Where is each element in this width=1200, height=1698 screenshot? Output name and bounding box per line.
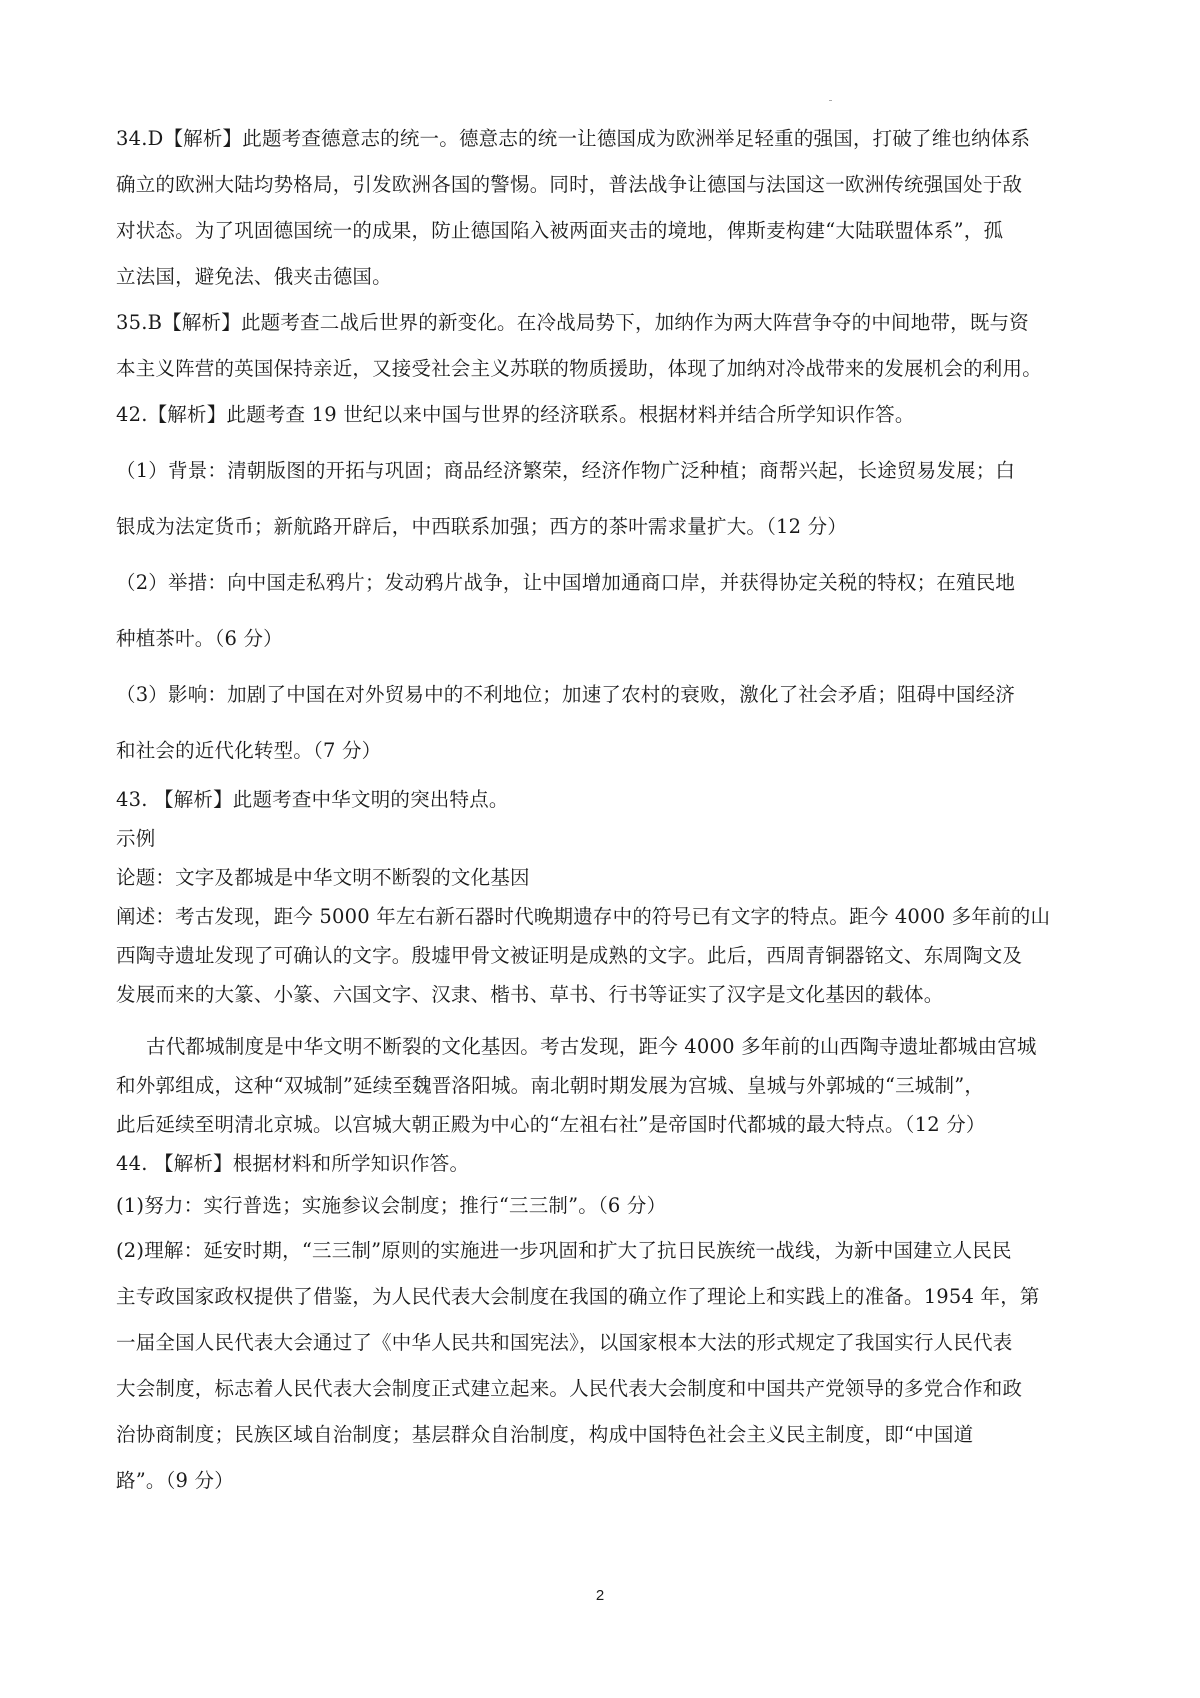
text-line: 确立的欧洲大陆均势格局，引发欧洲各国的警惕。同时，普法战争让德国与法国这一欧洲传统强国处于敌 <box>116 173 1023 196</box>
text-line: 本主义阵营的英国保持亲近，又接受社会主义苏联的物质援助，体现了加纳对冷战带来的发展机会的利用。 <box>116 357 1042 380</box>
text-line: 阐述：考古发现，距今 5000 年左右新石器时代晚期遗存中的符号已有文字的特点。距今 4000 多年前的山 <box>116 905 1051 928</box>
text-line: 示例 <box>116 827 156 850</box>
text-line: 对状态。为了巩固德国统一的成果，防止德国陷入被两面夹击的境地，俾斯麦构建“大陆联盟体系”，孤 <box>116 219 1004 242</box>
text-line: 大会制度，标志着人民代表大会制度正式建立起来。人民代表大会制度和中国共产党领导的多党合作和政 <box>116 1377 1023 1400</box>
text-line: 35.B【解析】此题考查二战后世界的新变化。在冷战局势下，加纳作为两大阵营争夺的中间地带，既与资 <box>116 311 1029 334</box>
text-line: 44. 【解析】根据材料和所学知识作答。 <box>116 1152 470 1175</box>
text-line: （1）背景：清朝版图的开拓与巩固；商品经济繁荣，经济作物广泛种植；商帮兴起，长途贸易发展；白 <box>116 459 1016 482</box>
text-line: 古代都城制度是中华文明不断裂的文化基因。考古发现，距今 4000 多年前的山西陶寺遗址都城由宫城 <box>146 1035 1037 1058</box>
text-line: (2)理解：延安时期，“三三制”原则的实施进一步巩固和扩大了抗日民族统一战线，为新中国建立人民民 <box>116 1239 1012 1262</box>
text-line: 34.D【解析】此题考查德意志的统一。德意志的统一让德国成为欧洲举足轻重的强国，打破了维也纳体系 <box>116 127 1031 150</box>
text-line: (1)努力：实行普选；实施参议会制度；推行“三三制”。（6 分） <box>116 1194 667 1217</box>
text-line: 此后延续至明清北京城。以宫城大朝正殿为中心的“左祖右社”是帝国时代都城的最大特点。（12 分） <box>116 1113 986 1136</box>
text-line: 和外郭组成，这种“双城制”延续至魏晋洛阳城。南北朝时期发展为宫城、皇城与外郭城的“三城制”， <box>116 1074 985 1097</box>
text-line: 路”。（9 分） <box>116 1469 234 1492</box>
text-line: 和社会的近代化转型。（7 分） <box>116 739 382 762</box>
text-line: 发展而来的大篆、小篆、六国文字、汉隶、楷书、草书、行书等证实了汉字是文化基因的载体。 <box>116 983 944 1006</box>
text-line: （2）举措：向中国走私鸦片；发动鸦片战争，让中国增加通商口岸，并获得协定关税的特权；在殖民地 <box>116 571 1016 594</box>
text-line: 种植茶叶。（6 分） <box>116 627 283 650</box>
text-line: 论题：文字及都城是中华文明不断裂的文化基因 <box>116 866 530 889</box>
text-line: 治协商制度；民族区域自治制度；基层群众自治制度，构成中国特色社会主义民主制度，即“中国道 <box>116 1423 974 1446</box>
text-line: 西陶寺遗址发现了可确认的文字。殷墟甲骨文被证明是成熟的文字。此后，西周青铜器铭文、东周陶文及 <box>116 944 1023 967</box>
scan-speck <box>829 100 832 101</box>
text-line: 主专政国家政权提供了借鉴，为人民代表大会制度在我国的确立作了理论上和实践上的准备。1954 年，第 <box>116 1285 1040 1308</box>
text-line: 立法国，避免法、俄夹击德国。 <box>116 265 392 288</box>
text-line: （3）影响：加剧了中国在对外贸易中的不利地位；加速了农村的衰败，激化了社会矛盾；阻碍中国经济 <box>116 683 1016 706</box>
text-line: 43. 【解析】此题考查中华文明的突出特点。 <box>116 788 509 811</box>
page-number: 2 <box>595 1587 605 1604</box>
text-line: 一届全国人民代表大会通过了《中华人民共和国宪法》，以国家根本大法的形式规定了我国实行人民代表 <box>116 1331 1013 1354</box>
text-line: 银成为法定货币；新航路开辟后，中西联系加强；西方的茶叶需求量扩大。（12 分） <box>116 515 848 538</box>
text-line: 42.【解析】此题考查 19 世纪以来中国与世界的经济联系。根据材料并结合所学知识作答。 <box>116 403 915 426</box>
